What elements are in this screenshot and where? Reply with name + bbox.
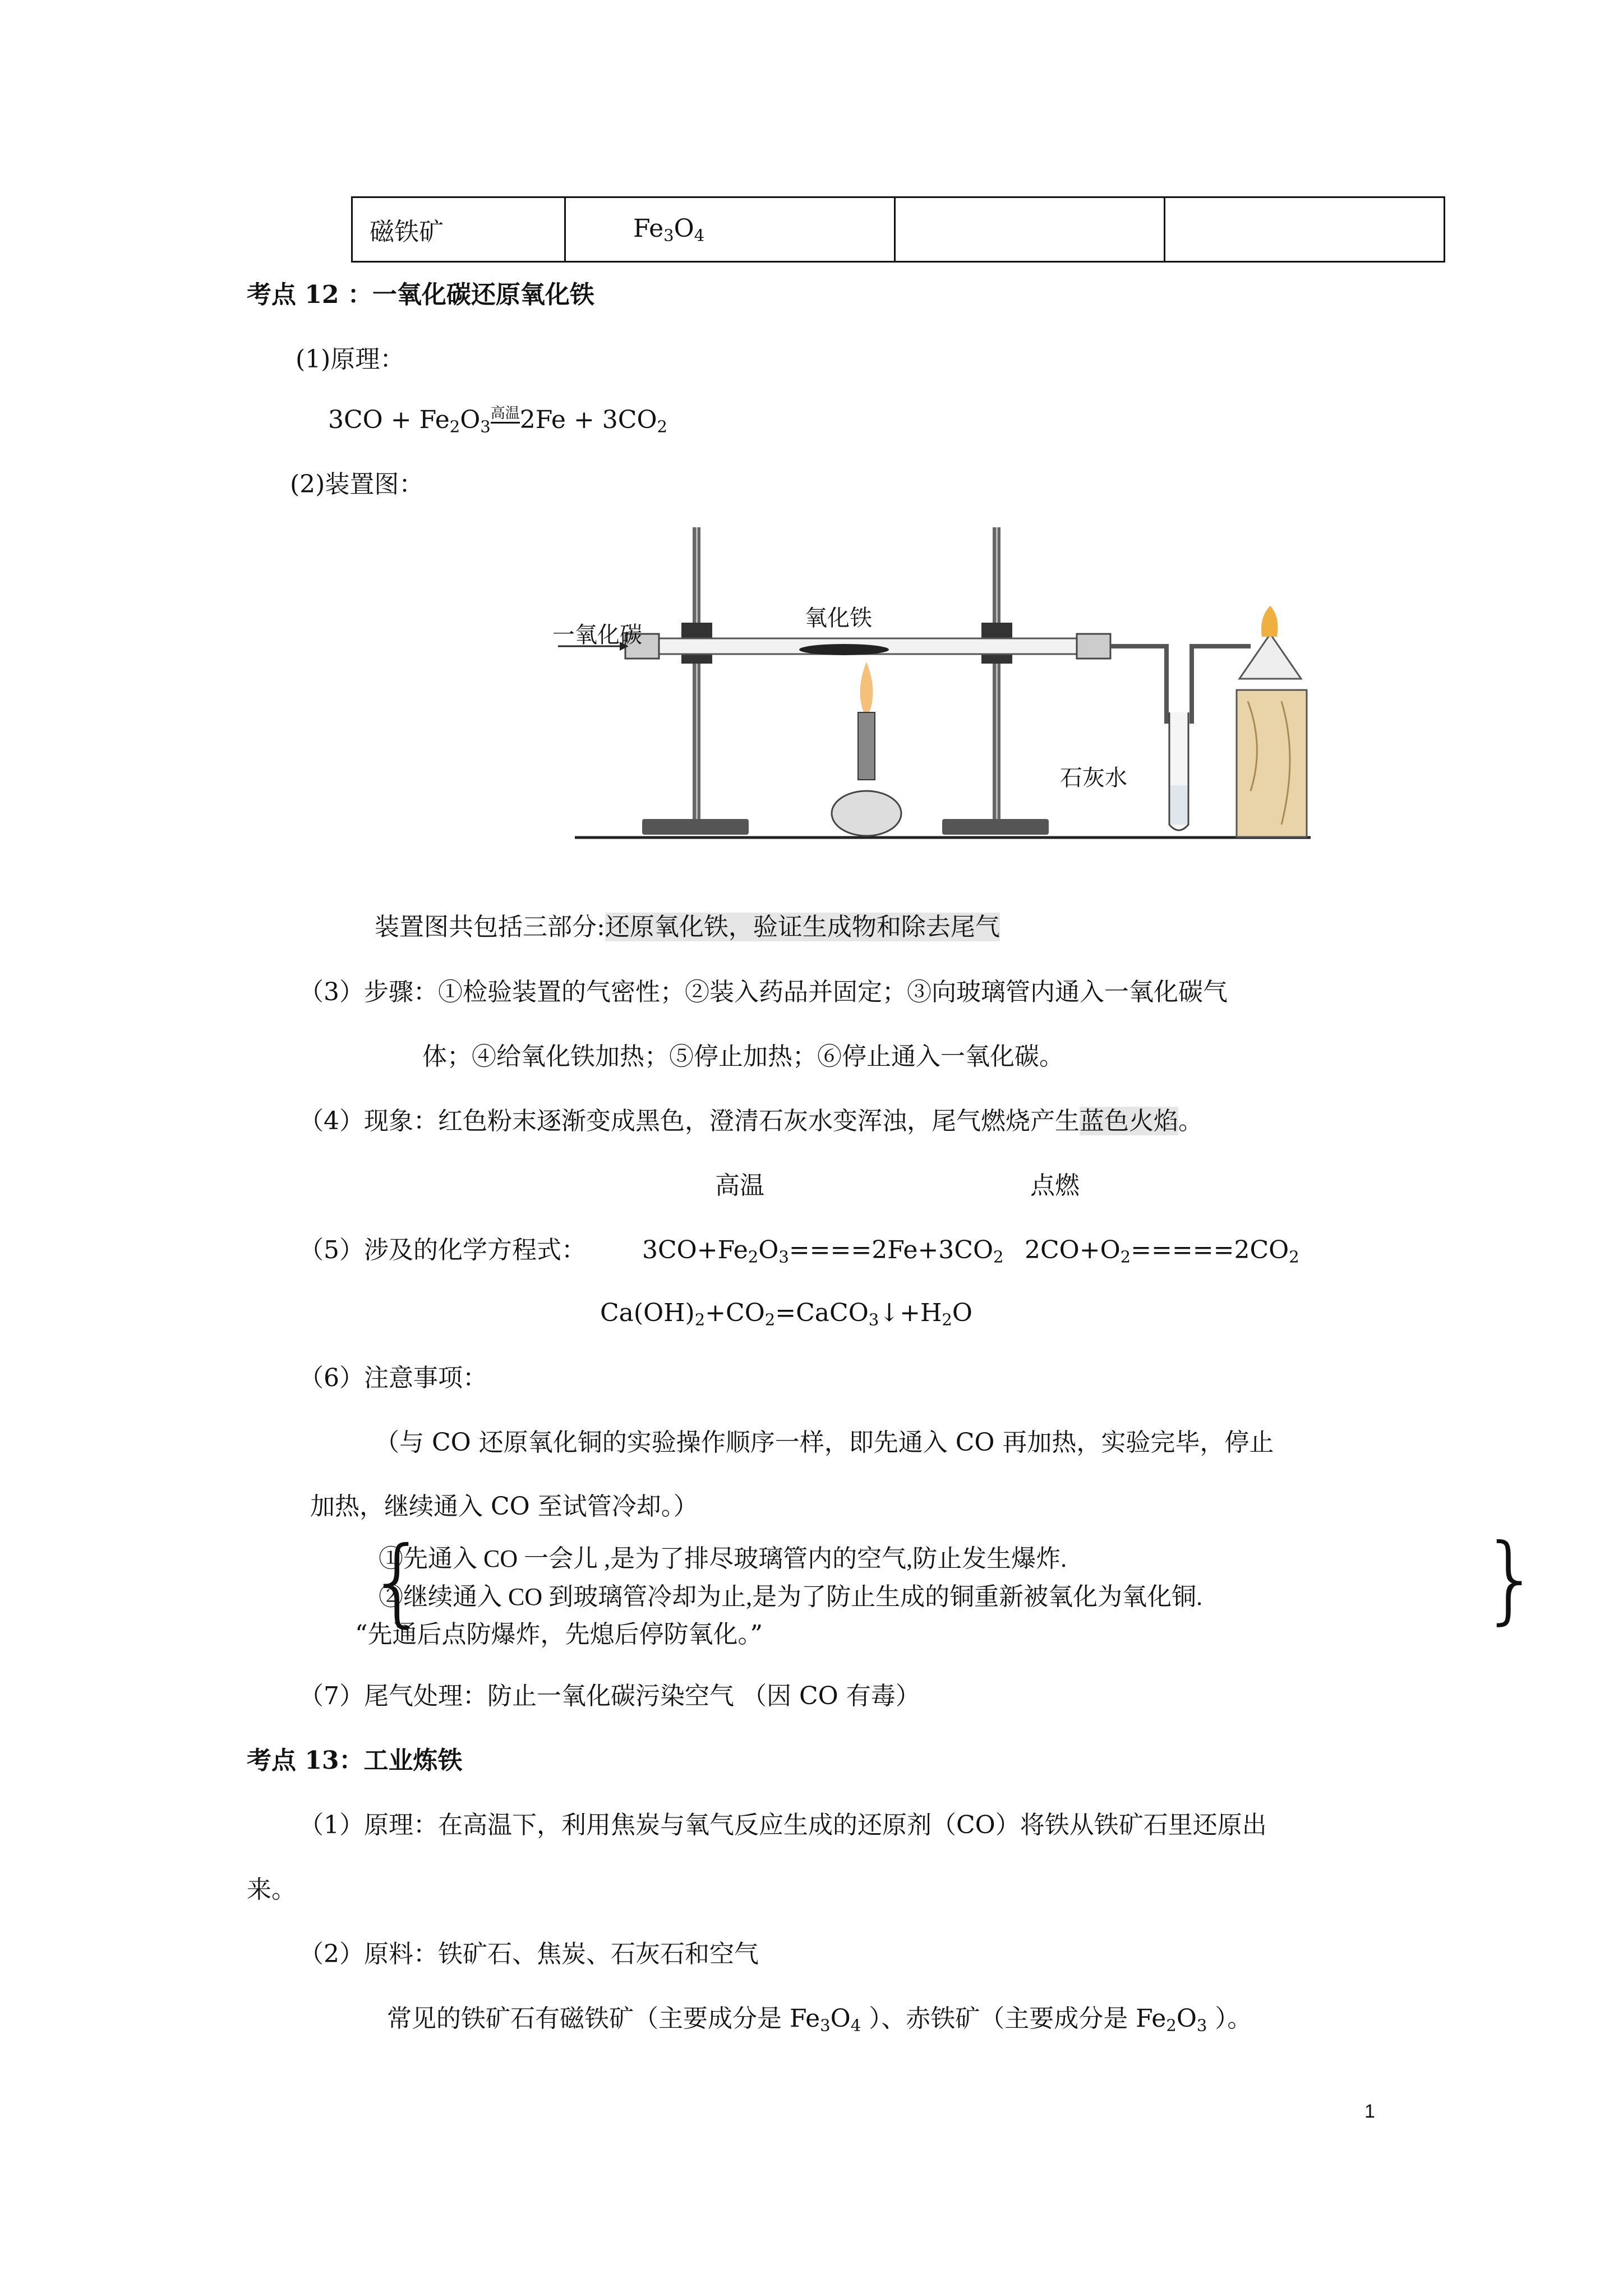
label-iron-oxide: 氧化铁 bbox=[805, 605, 872, 631]
industrial-principle-line-2: 来。 bbox=[247, 1875, 296, 1904]
stand-base-right bbox=[942, 819, 1049, 835]
equations-label: （5）涉及的化学方程式： bbox=[299, 1236, 586, 1264]
notes-line-2: 加热，继续通入 CO 至试管冷却。） bbox=[310, 1492, 698, 1521]
condition-ignite: 点燃 bbox=[1030, 1171, 1080, 1200]
tail-gas-treatment: （7）尾气处理：防止一氧化碳污染空气 （因 CO 有毒） bbox=[299, 1682, 920, 1710]
industrial-principle-line-1: （1）原理：在高温下，利用焦炭与氧气反应生成的还原剂（CO）将铁从铁矿石里还原出 bbox=[299, 1811, 1267, 1839]
table-row bbox=[352, 197, 1445, 262]
section-heading-13: 考点 13：工业炼铁 bbox=[247, 1746, 463, 1775]
equation-reduction: $3CO+Fe_2O_3====2Fe+3CO_2$ bbox=[642, 1236, 1004, 1267]
table-cell-empty bbox=[1165, 197, 1445, 262]
condition-high-temp: 高温 bbox=[715, 1171, 764, 1200]
table-cell-empty bbox=[895, 197, 1165, 262]
note-mnemonic: “先通后点防爆炸，先熄后停防氧化。” bbox=[355, 1620, 763, 1649]
apparatus-label: (2)装置图： bbox=[290, 470, 424, 499]
note-a: ①先通入 CO 一会儿 ,是为了排尽玻璃管内的空气,防止发生爆炸. bbox=[379, 1545, 1067, 1572]
alcohol-lamp bbox=[1239, 634, 1301, 679]
apparatus-diagram bbox=[552, 522, 1332, 853]
steps-line-2: 体；④给氧化铁加热；⑤停止加热；⑥停止通入一氧化碳。 bbox=[422, 1042, 1064, 1071]
phenomenon: （4）现象：红色粉末逐渐变成黑色，澄清石灰水变浑浊，尾气燃烧产生蓝色火焰。 bbox=[299, 1107, 1203, 1135]
note-b: ②继续通入 CO 到玻璃管冷却为止,是为了防止生成的铜重新被氧化为氧化铜. bbox=[379, 1583, 1203, 1611]
label-carbon-monoxide: 一氧化碳 bbox=[552, 622, 642, 648]
left-brace: { bbox=[367, 1526, 428, 1637]
table-cell-formula: $Fe_3O_4$ bbox=[565, 197, 895, 262]
wood-block bbox=[1237, 690, 1307, 837]
table-cell-name: 磁铁矿 bbox=[352, 197, 565, 262]
steps-line-1: （3）步骤：①检验装置的气密性；②装入药品并固定；③向玻璃管内通入一氧化碳气 bbox=[299, 978, 1228, 1006]
equation-combustion: $2CO+O_2=====2CO_2$ bbox=[1025, 1236, 1299, 1267]
common-ores: 常见的铁矿石有磁铁矿（主要成分是 $Fe_3O_4$ ）、赤铁矿（主要成分是 $Fe_2O_3$ ）。 bbox=[387, 2004, 1252, 2035]
alcohol-burner bbox=[832, 791, 901, 836]
page-number: 1 bbox=[1364, 2101, 1375, 2122]
burner-flame bbox=[860, 662, 873, 712]
stand-base-left bbox=[642, 819, 749, 835]
right-brace: } bbox=[1481, 1524, 1542, 1635]
iron-oxide-powder bbox=[799, 644, 889, 655]
notes-label: （6）注意事项： bbox=[299, 1364, 487, 1392]
equation-principle: $3CO + Fe_2O_3$高温$2Fe + 3CO_2$ bbox=[328, 405, 668, 436]
section-heading-12: 考点 12 ：一氧化碳还原氧化铁 bbox=[247, 280, 594, 309]
lamp-flame bbox=[1261, 606, 1278, 637]
label-limewater: 石灰水 bbox=[1060, 765, 1127, 791]
raw-materials: （2）原料：铁矿石、焦炭、石灰石和空气 bbox=[299, 1940, 759, 1968]
equation-limewater: $Ca(OH)_2+CO_2=CaCO_3↓+H_2O$ bbox=[600, 1299, 972, 1329]
apparatus-description: 装置图共包括三部分:还原氧化铁，验证生成物和除去尾气 bbox=[375, 913, 1000, 941]
notes-line-1: （与 CO 还原氧化铜的实验操作顺序一样，即先通入 CO 再加热，实验完毕，停止 bbox=[375, 1428, 1274, 1457]
principle-label: (1)原理： bbox=[296, 345, 405, 374]
ore-table bbox=[351, 196, 1445, 263]
